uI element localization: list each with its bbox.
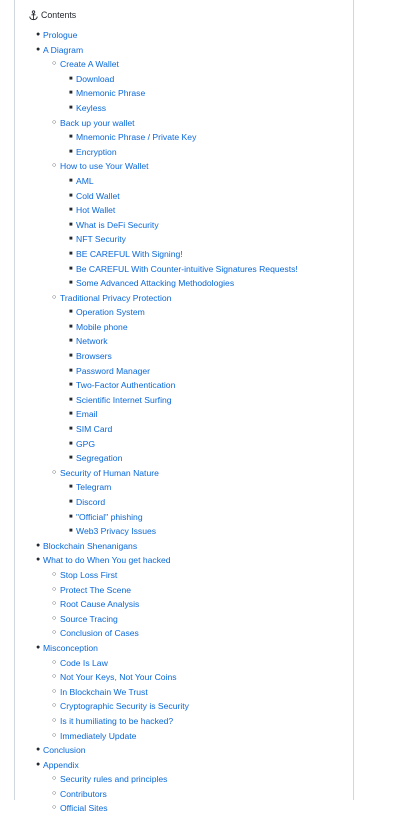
bullet-icon: ○ — [52, 702, 57, 710]
toc-row — [0, 524, 411, 539]
toc-item — [0, 334, 411, 349]
bullet-icon: ○ — [52, 468, 57, 476]
toc-row — [0, 729, 411, 744]
toc-row — [0, 349, 411, 364]
bullet-icon: ● — [36, 746, 41, 754]
toc-row — [0, 670, 411, 685]
toc-row — [0, 159, 411, 174]
toc-link-protect-the-scene[interactable]: Protect The Scene — [60, 584, 132, 595]
toc-item — [0, 641, 411, 743]
toc-row — [0, 510, 411, 525]
toc-item — [0, 699, 411, 714]
toc-row — [0, 101, 411, 116]
toc-link-source-tracing[interactable]: Source Tracing — [60, 613, 118, 624]
bullet-icon: ○ — [52, 585, 57, 593]
toc-link-root-cause-analysis[interactable]: Root Cause Analysis — [60, 599, 140, 610]
toc-row — [0, 466, 411, 481]
toc-list-level-2 — [0, 57, 411, 539]
toc-item — [0, 656, 411, 671]
toc-row — [0, 364, 411, 379]
bullet-icon: ○ — [52, 600, 57, 608]
toc-item — [0, 801, 411, 816]
toc-link-security-of-human-nature[interactable]: Security of Human Nature — [60, 467, 159, 478]
toc-link-discord[interactable]: Discord — [76, 497, 106, 507]
toc-row — [0, 291, 411, 306]
toc-item — [0, 232, 411, 247]
toc-item — [0, 116, 411, 160]
toc-item — [0, 553, 411, 641]
toc-row — [0, 539, 411, 554]
toc-link-immediately-update[interactable]: Immediately Update — [60, 730, 137, 741]
bullet-icon: ○ — [52, 118, 57, 126]
toc-link-segregation[interactable]: Segregation — [76, 453, 123, 464]
toc-link-create-a-wallet[interactable]: Create A Wallet — [60, 59, 119, 70]
toc-link-stop-loss-first[interactable]: Stop Loss First — [60, 569, 118, 580]
toc-link-code-is-law[interactable]: Code Is Law — [60, 657, 108, 668]
toc-link-cryptographic-security-is-security[interactable]: Cryptographic Security is Security — [60, 701, 189, 712]
toc-row — [0, 86, 411, 101]
toc-row — [0, 583, 411, 598]
toc-item — [0, 247, 411, 262]
toc-row — [0, 422, 411, 437]
toc-link-web3-privacy-issues[interactable]: Web3 Privacy Issues — [76, 526, 157, 537]
toc-item — [0, 524, 411, 539]
toc-link-hot-wallet[interactable]: Hot Wallet — [76, 205, 116, 216]
toc-row — [0, 626, 411, 641]
toc-list-level-3 — [0, 480, 411, 538]
toc-link-cold-wallet[interactable]: Cold Wallet — [76, 190, 120, 201]
toc-link-conclusion-of-cases[interactable]: Conclusion of Cases — [60, 628, 139, 639]
toc-link-official-sites[interactable]: Official Sites — [60, 803, 108, 814]
toc-list-level-3 — [0, 130, 411, 159]
toc-list — [0, 28, 411, 816]
toc-row — [0, 699, 411, 714]
toc-link-what-to-do-when-you-get-hacked[interactable]: What to do When You get hacked — [43, 555, 171, 566]
toc-item — [0, 130, 411, 145]
bullet-icon: ■ — [69, 440, 73, 447]
toc-item — [0, 743, 411, 758]
toc-link-not-your-keys-not-your-coins[interactable]: Not Your Keys, Not Your Coins — [60, 672, 177, 683]
toc-item — [0, 495, 411, 510]
toc-item — [0, 685, 411, 700]
toc-link-be-careful-with-counter-intuitive-signatures-requests[interactable]: Be CAREFUL With Counter-intuitive Signatures Requests! — [76, 263, 298, 274]
bullet-icon: ○ — [52, 162, 57, 170]
toc-link-mnemonic-phrase-private-key[interactable]: Mnemonic Phrase / Private Key — [76, 132, 197, 143]
toc-row — [0, 641, 411, 656]
toc-link-be-careful-with-signing[interactable]: BE CAREFUL With Signing! — [76, 248, 183, 259]
bullet-icon: ■ — [69, 382, 73, 389]
toc-item — [0, 407, 411, 422]
toc-row — [0, 276, 411, 291]
toc-item — [0, 320, 411, 335]
toc-link-sim-card[interactable]: SIM Card — [76, 424, 113, 435]
toc-link-contributors[interactable]: Contributors — [60, 788, 107, 799]
toc-row — [0, 130, 411, 145]
toc-row — [0, 437, 411, 452]
toc-item — [0, 597, 411, 612]
toc-item — [0, 291, 411, 466]
toc-item — [0, 612, 411, 627]
toc-link-misconception[interactable]: Misconception — [43, 642, 98, 653]
toc-row — [0, 495, 411, 510]
toc-heading-text: Contents — [41, 10, 77, 20]
toc-row — [0, 218, 411, 233]
bullet-icon: ■ — [69, 499, 73, 505]
bullet-icon: ■ — [69, 367, 73, 374]
toc-link-appendix[interactable]: Appendix — [43, 759, 79, 770]
bullet-icon: ○ — [52, 570, 57, 578]
bullet-icon: ■ — [69, 426, 73, 433]
toc-item — [0, 568, 411, 583]
toc-row — [0, 480, 411, 495]
bullet-icon: ● — [36, 31, 41, 38]
toc-row — [0, 407, 411, 422]
bullet-icon: ○ — [52, 716, 57, 724]
toc-row — [0, 568, 411, 583]
bullet-icon: ■ — [69, 192, 73, 199]
toc-item — [0, 189, 411, 204]
toc-list-level-2 — [0, 772, 411, 816]
toc-link-is-it-humiliating-to-be-hacked[interactable]: Is it humiliating to be hacked? — [60, 715, 174, 726]
toc-item — [0, 28, 411, 43]
toc-item — [0, 145, 411, 160]
bullet-icon: ○ — [52, 614, 57, 622]
toc-row — [0, 553, 411, 568]
toc-link-download[interactable]: Download — [76, 73, 115, 84]
toc-row — [0, 262, 411, 277]
bullet-icon: ■ — [69, 280, 73, 287]
toc-link-traditional-privacy-protection[interactable]: Traditional Privacy Protection — [60, 292, 172, 303]
bullet-icon: ■ — [69, 353, 73, 360]
toc-item — [0, 510, 411, 525]
toc-item — [0, 466, 411, 539]
toc-row — [0, 174, 411, 189]
toc-link-official-phishing[interactable]: "Official" phishing — [76, 511, 143, 522]
toc-list-level-3 — [0, 72, 411, 116]
toc-list-level-1 — [0, 28, 411, 816]
toc-link-email[interactable]: Email — [76, 409, 98, 420]
toc-item — [0, 758, 411, 816]
toc-row — [0, 656, 411, 671]
toc-link-encryption[interactable]: Encryption — [76, 146, 117, 157]
toc-row — [0, 597, 411, 612]
bullet-icon: ■ — [69, 207, 73, 214]
toc-link-telegram[interactable]: Telegram — [76, 482, 112, 493]
bullet-icon: ■ — [69, 104, 73, 111]
toc-row — [0, 451, 411, 466]
anchor-icon[interactable] — [28, 10, 39, 21]
toc-link-security-rules-and-principles[interactable]: Security rules and principles — [60, 774, 168, 785]
toc-item — [0, 626, 411, 641]
toc-link-keyless[interactable]: Keyless — [76, 102, 107, 113]
bullet-icon: ■ — [69, 177, 73, 184]
bullet-icon: ○ — [52, 658, 57, 666]
toc-item — [0, 539, 411, 554]
bullet-icon: ○ — [52, 60, 57, 68]
toc-item — [0, 101, 411, 116]
toc-item — [0, 378, 411, 393]
toc-row — [0, 232, 411, 247]
toc-row — [0, 393, 411, 408]
toc-item — [0, 262, 411, 277]
toc-row — [0, 320, 411, 335]
toc-item — [0, 772, 411, 787]
bullet-icon: ○ — [52, 789, 57, 797]
toc-link-operation-system[interactable]: Operation System — [76, 307, 145, 318]
bullet-icon: ■ — [69, 134, 73, 141]
bullet-icon: ■ — [69, 338, 73, 345]
bullet-icon: ○ — [52, 731, 57, 739]
toc-heading — [28, 8, 76, 22]
bullet-icon: ■ — [69, 309, 73, 316]
toc-row — [0, 772, 411, 787]
toc-link-in-blockchain-we-trust[interactable]: In Blockchain We Trust — [60, 686, 148, 697]
toc-item — [0, 787, 411, 802]
toc-link-prologue[interactable]: Prologue — [43, 30, 78, 40]
bullet-icon: ■ — [69, 323, 73, 330]
toc-list-level-2 — [0, 656, 411, 744]
bullet-icon: ■ — [69, 236, 73, 243]
toc-row — [0, 714, 411, 729]
bullet-icon: ● — [36, 45, 41, 53]
bullet-icon: ● — [36, 541, 41, 549]
toc-item — [0, 583, 411, 598]
bullet-icon: ■ — [69, 396, 73, 403]
bullet-icon: ○ — [52, 775, 57, 783]
toc-item — [0, 203, 411, 218]
bullet-icon: ■ — [69, 484, 73, 491]
toc-item — [0, 43, 411, 539]
toc-row — [0, 334, 411, 349]
toc-item — [0, 451, 411, 466]
bullet-icon: ○ — [52, 293, 57, 301]
bullet-icon: ○ — [52, 629, 57, 637]
toc-link-how-to-use-your-wallet[interactable]: How to use Your Wallet — [60, 161, 149, 172]
toc-row — [0, 57, 411, 72]
toc-item — [0, 159, 411, 290]
bullet-icon: ■ — [69, 75, 73, 82]
toc-item — [0, 174, 411, 189]
toc-item — [0, 393, 411, 408]
toc-link-nft-security[interactable]: NFT Security — [76, 234, 126, 245]
toc-link-mobile-phone[interactable]: Mobile phone — [76, 321, 128, 332]
toc-item — [0, 714, 411, 729]
bullet-icon: ○ — [52, 687, 57, 695]
toc-row — [0, 787, 411, 802]
toc-row — [0, 305, 411, 320]
toc-link-two-factor-authentication[interactable]: Two-Factor Authentication — [76, 380, 176, 391]
bullet-icon: ■ — [69, 90, 73, 97]
toc-item — [0, 670, 411, 685]
toc-link-browsers[interactable]: Browsers — [76, 351, 112, 362]
toc-link-password-manager[interactable]: Password Manager — [76, 365, 151, 376]
toc-item — [0, 437, 411, 452]
toc-row — [0, 758, 411, 773]
toc-row — [0, 43, 411, 58]
bullet-icon: ● — [36, 643, 41, 651]
bullet-icon: ■ — [69, 265, 73, 272]
bullet-icon: ■ — [69, 221, 73, 228]
toc-row — [0, 28, 411, 43]
toc-row — [0, 72, 411, 87]
bullet-icon: ● — [36, 760, 41, 768]
bullet-icon: ■ — [69, 513, 73, 520]
bullet-icon: ■ — [69, 250, 73, 257]
toc-link-conclusion[interactable]: Conclusion — [43, 745, 86, 756]
toc-row — [0, 145, 411, 160]
toc-row — [0, 612, 411, 627]
toc-item — [0, 57, 411, 115]
toc-row — [0, 801, 411, 816]
toc-item — [0, 86, 411, 101]
toc-link-blockchain-shenanigans[interactable]: Blockchain Shenanigans — [43, 540, 138, 551]
toc-link-back-up-your-wallet[interactable]: Back up your wallet — [60, 117, 135, 128]
toc-link-scientific-internet-surfing[interactable]: Scientific Internet Surfing — [76, 394, 172, 405]
toc-item — [0, 72, 411, 87]
toc-link-gpg[interactable]: GPG — [76, 438, 96, 449]
toc-item — [0, 349, 411, 364]
bullet-icon: ■ — [69, 411, 73, 418]
toc-link-aml[interactable]: AML — [76, 175, 94, 186]
toc-link-some-advanced-attacking-methodologies[interactable]: Some Advanced Attacking Methodologies — [76, 278, 235, 289]
toc-row — [0, 189, 411, 204]
toc-link-mnemonic-phrase[interactable]: Mnemonic Phrase — [76, 88, 146, 99]
toc-row — [0, 743, 411, 758]
toc-list-level-3 — [0, 174, 411, 291]
toc-item — [0, 276, 411, 291]
toc-link-what-is-defi-security[interactable]: What is DeFi Security — [76, 219, 159, 230]
toc-row — [0, 685, 411, 700]
bullet-icon: ■ — [69, 528, 73, 535]
bullet-icon: ■ — [69, 455, 73, 462]
toc-item — [0, 480, 411, 495]
toc-row — [0, 203, 411, 218]
toc-row — [0, 247, 411, 262]
toc-link-a-diagram[interactable]: A Diagram — [43, 44, 84, 55]
toc-item — [0, 729, 411, 744]
toc-item — [0, 305, 411, 320]
toc-row — [0, 378, 411, 393]
bullet-icon: ○ — [52, 804, 57, 812]
toc-row — [0, 116, 411, 131]
toc-link-network[interactable]: Network — [76, 336, 108, 347]
toc-item — [0, 218, 411, 233]
toc-item — [0, 422, 411, 437]
toc-list-level-3 — [0, 305, 411, 466]
toc-list-level-2 — [0, 568, 411, 641]
bullet-icon: ■ — [69, 148, 73, 155]
bullet-icon: ○ — [52, 673, 57, 681]
toc-item — [0, 364, 411, 379]
bullet-icon: ● — [36, 556, 41, 564]
